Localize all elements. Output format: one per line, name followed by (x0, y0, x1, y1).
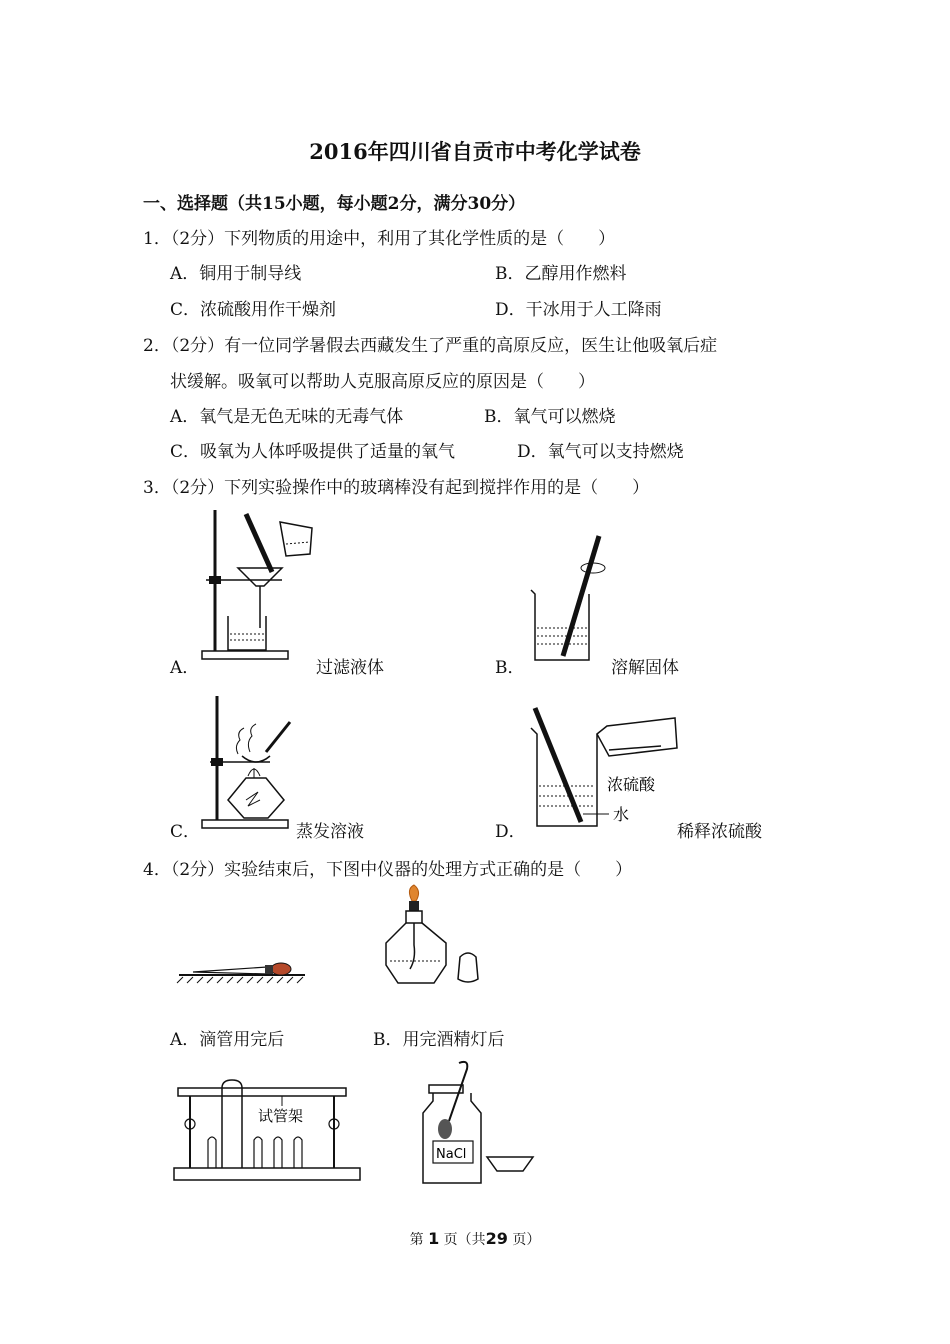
test-tube-rack-diagram (170, 1076, 365, 1186)
label-water: 水 (613, 805, 630, 824)
q3-option-d-caption: 稀释浓硫酸 (677, 822, 762, 842)
q4-option-b: B．用完酒精灯后 (373, 1030, 505, 1050)
footer-middle: 页（共 (443, 1232, 486, 1248)
evaporation-diagram (198, 692, 308, 832)
q4-option-a: A．滴管用完后 (170, 1030, 285, 1050)
q3-option-a-letter: A． (170, 658, 200, 678)
q3-option-b-letter: B． (495, 658, 525, 678)
q2-option-d: D．氧气可以支持燃烧 (517, 442, 684, 462)
q3-option-d-letter: D． (495, 822, 526, 842)
q2-option-b: B．氧气可以燃烧 (484, 407, 616, 427)
q2-stem-line1: 2．（2分）有一位同学暑假去西藏发生了严重的高原反应，医生让他吸氧后症 (143, 336, 718, 356)
q2-option-a: A．氧气是无色无味的无毒气体 (170, 407, 404, 427)
footer-prefix: 第 (409, 1232, 424, 1248)
q3-option-c-caption: 蒸发溶液 (296, 822, 364, 842)
page-footer (0, 1229, 950, 1249)
page-title: 2016年四川省自贡市中考化学试卷 (309, 139, 641, 164)
q3-option-b-caption: 溶解固体 (611, 658, 679, 678)
q2-option-c: C．吸氧为人体呼吸提供了适量的氧气 (170, 442, 456, 462)
dropper-diagram (175, 955, 310, 985)
q1-option-d: D．干冰用于人工降雨 (495, 300, 662, 320)
section-heading: 一、选择题（共15小题，每小题2分，满分30分） (143, 194, 526, 214)
q4-stem: 4．（2分）实验结束后，下图中仪器的处理方式正确的是（ ） (143, 860, 633, 880)
q1-option-c: C．浓硫酸用作干燥剂 (170, 300, 337, 320)
reagent-bottle-diagram (415, 1055, 540, 1190)
label-nacl: NaCl (436, 1147, 467, 1162)
q2-stem-line2: 状缓解。吸氧可以帮助人克服高原反应的原因是（ ） (170, 372, 595, 392)
q3-option-c-letter: C． (170, 822, 201, 842)
q1-stem: 1．（2分）下列物质的用途中，利用了其化学性质的是（ ） (143, 229, 616, 249)
footer-suffix: 页） (512, 1232, 541, 1248)
label-test-tube-rack: 试管架 (258, 1107, 304, 1125)
q1-option-a: A．铜用于制导线 (170, 264, 302, 284)
total-page-count: 29 (485, 1229, 508, 1248)
q3-stem: 3．（2分）下列实验操作中的玻璃棒没有起到搅拌作用的是（ ） (143, 478, 650, 498)
label-concentrated-acid: 浓硫酸 (607, 775, 656, 794)
dissolving-diagram (525, 530, 615, 665)
q1-option-b: B．乙醇用作燃料 (495, 264, 627, 284)
filtration-diagram (196, 506, 321, 666)
current-page-number: 1 (428, 1229, 440, 1248)
dilution-diagram (525, 704, 690, 834)
alcohol-lamp-diagram (376, 885, 496, 990)
q3-option-a-caption: 过滤液体 (316, 658, 384, 678)
